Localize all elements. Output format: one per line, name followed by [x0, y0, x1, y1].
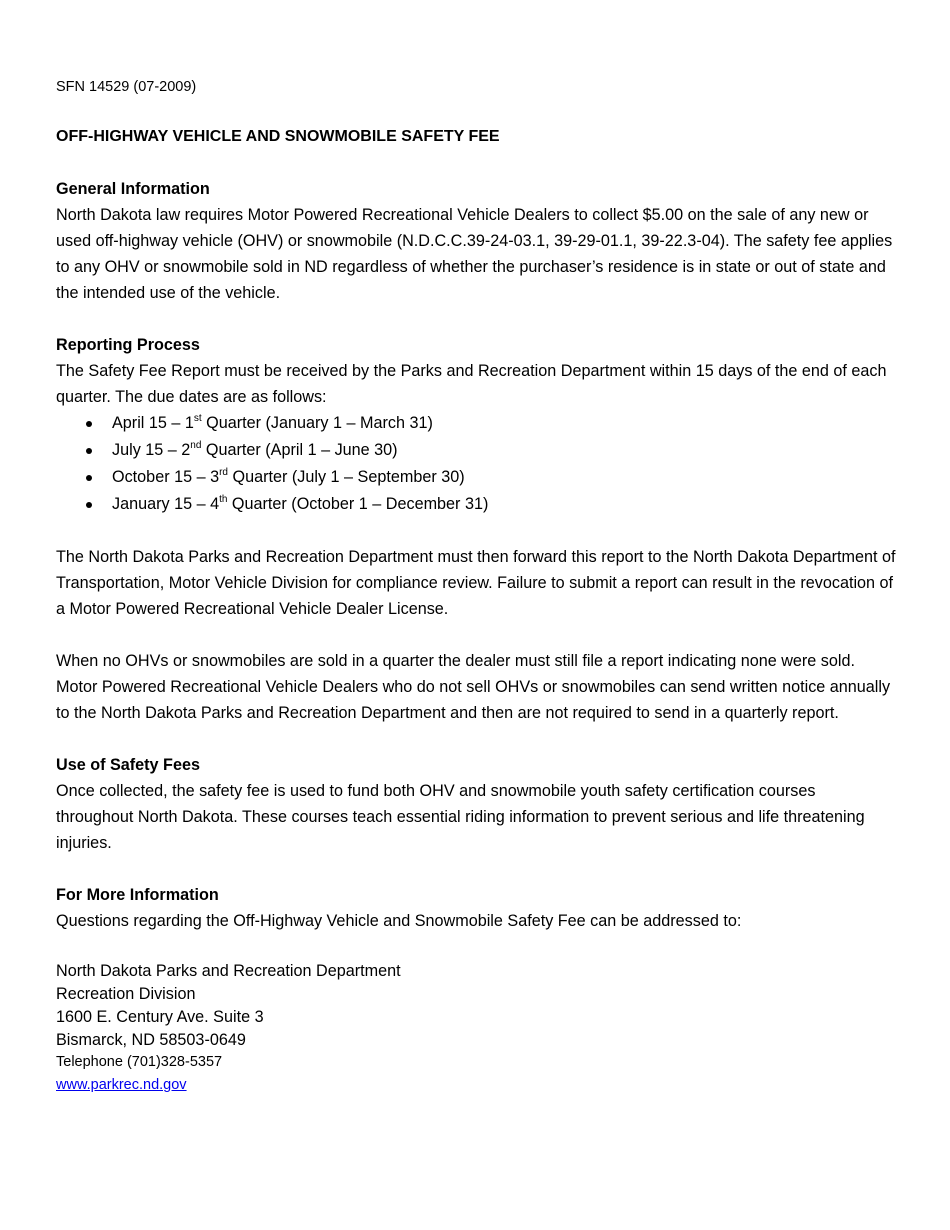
more-information-text: Questions regarding the Off-Highway Vehicle and Snowmobile Safety Fee can be addressed to:	[56, 912, 742, 930]
general-information-text: North Dakota law requires Motor Powered Recreational Vehicle Dealers to collect $5.00 on the sale of any new or used off-highway vehicle (OHV) or snowmobile (N.D.C.C.39-24-03.1, 39-29-01.1, 39-22.3-04). The safety fee applies to any OHV or snowmobile sold in ND regardless of whether the purchaser’s residence is in state or out of state and the intended use of the vehicle.	[56, 206, 893, 302]
address-department: North Dakota Parks and Recreation Department	[56, 962, 401, 980]
address-division: Recreation Division	[56, 985, 196, 1003]
due-dates-list	[56, 410, 896, 518]
form-number: SFN 14529 (07-2009)	[56, 79, 197, 95]
forward-report-text: The North Dakota Parks and Recreation Department must then forward this report to the North Dakota Department of Transportation, Motor Vehicle Division for compliance review. Failure to submit a report can result in the revocation of a Motor Powered Recreational Vehicle Dealer License.	[56, 548, 896, 618]
document-page	[56, 76, 896, 1096]
address-telephone: Telephone (701)328-5357	[56, 1054, 223, 1070]
use-of-safety-fees-text: Once collected, the safety fee is used to fund both OHV and snowmobile youth safety certification courses throughout North Dakota. These courses teach essential riding information to prevent serious and life threatening injuries.	[56, 782, 865, 852]
reporting-process-section	[56, 332, 896, 726]
use-of-safety-fees-section	[56, 752, 896, 856]
bullet-icon	[86, 448, 92, 454]
document-title: OFF-HIGHWAY VEHICLE AND SNOWMOBILE SAFETY FEE	[56, 128, 500, 145]
bullet-icon	[86, 421, 92, 427]
website-link[interactable]: www.parkrec.nd.gov	[56, 1077, 187, 1093]
address-city: Bismarck, ND 58503-0649	[56, 1031, 246, 1049]
reporting-process-intro: The Safety Fee Report must be received by the Parks and Recreation Department within 15 days of the end of each quarter. The due dates are as follows:	[56, 362, 887, 406]
due-date-item: April 15 – 1st Quarter (January 1 – March 31)	[56, 410, 896, 437]
due-date-item: July 15 – 2nd Quarter (April 1 – June 30)	[56, 437, 896, 464]
address-street: 1600 E. Century Ave. Suite 3	[56, 1008, 264, 1026]
due-date-item: January 15 – 4th Quarter (October 1 – December 31)	[56, 491, 896, 518]
general-information-section	[56, 176, 896, 306]
general-information-heading: General Information	[56, 180, 210, 198]
contact-address	[56, 960, 896, 1096]
none-sold-text: When no OHVs or snowmobiles are sold in a quarter the dealer must still file a report indicating none were sold.Motor Powered Recreational Vehicle Dealers who do not sell OHVs or snowmobiles can send written notice annually to the North Dakota Parks and Recreation Department and then are not required to send in a quarterly report.	[56, 652, 891, 722]
bullet-icon	[86, 502, 92, 508]
use-of-safety-fees-heading: Use of Safety Fees	[56, 756, 200, 774]
more-information-section	[56, 882, 896, 1096]
more-information-heading: For More Information	[56, 886, 219, 904]
reporting-process-heading: Reporting Process	[56, 336, 200, 354]
bullet-icon	[86, 475, 92, 481]
due-date-item: October 15 – 3rd Quarter (July 1 – September 30)	[56, 464, 896, 491]
